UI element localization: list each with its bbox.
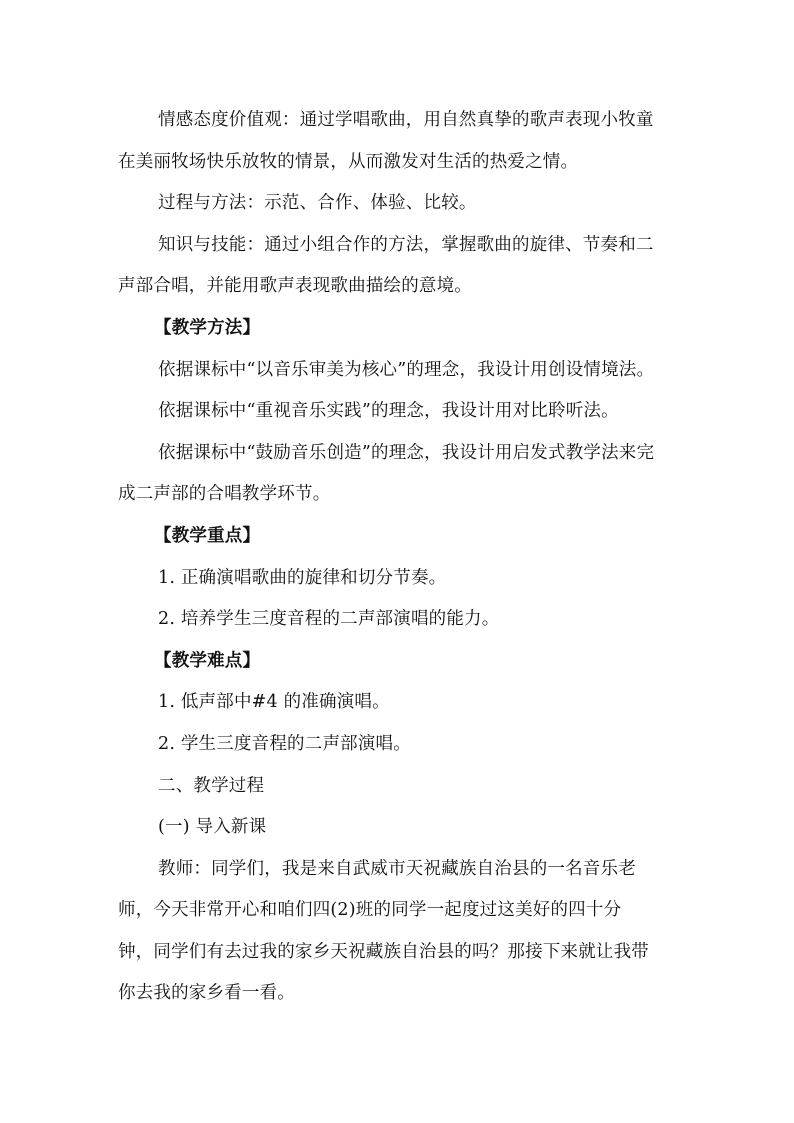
- paragraph-line: 知识与技能：通过小组合作的方法，掌握歌曲的旋律、节奏和二: [158, 234, 654, 255]
- paragraph-line: 依据课标中“重视音乐实践”的理念，我设计用对比聆听法。: [158, 401, 619, 422]
- paragraph-line: 依据课标中“鼓励音乐创造”的理念，我设计用启发式教学法来完: [158, 442, 655, 463]
- paragraph-line: 声部合唱，并能用歌声表现歌曲描绘的意境。: [118, 276, 472, 297]
- paragraph-line: 情感态度价值观：通过学唱歌曲，用自然真挚的歌声表现小牧童: [158, 110, 654, 130]
- paragraph-line: 师，今天非常开心和咱们四(2)班的同学一起度过这美好的四十分: [118, 900, 622, 921]
- paragraph-line: 成二声部的合唱教学环节。: [118, 484, 331, 505]
- paragraph-line: 在美丽牧场快乐放牧的情景，从而激发对生活的热爱之情。: [118, 151, 579, 172]
- paragraph-line: 依据课标中“以音乐审美为核心”的理念，我设计用创设情境法。: [158, 359, 655, 380]
- section-heading-key-points: 【教学重点】: [154, 525, 261, 546]
- paragraph-line: 你去我的家乡看一看。: [118, 983, 295, 1004]
- subsection-heading: (一) 导入新课: [158, 817, 267, 838]
- document-body: [118, 100, 678, 1015]
- list-item: 1. 低声部中#4 的准确演唱。: [158, 692, 390, 713]
- paragraph-line: 钟，同学们有去过我的家乡天祝藏族自治县的吗？那接下来就让我带: [118, 941, 649, 962]
- list-item: 2. 培养学生三度音程的二声部演唱的能力。: [158, 609, 500, 630]
- section-heading-difficulties: 【教学难点】: [154, 650, 261, 671]
- section-heading-teaching-method: 【教学方法】: [154, 317, 261, 338]
- list-item: 2. 学生三度音程的二声部演唱。: [158, 733, 411, 754]
- list-item: 1. 正确演唱歌曲的旋律和切分节奏。: [158, 567, 447, 588]
- paragraph-line: 教师：同学们，我是来自武威市天祝藏族自治县的一名音乐老: [158, 858, 636, 879]
- paragraph-line: 过程与方法：示范、合作、体验、比较。: [158, 193, 477, 214]
- section-heading-teaching-process: 二、教学过程: [158, 775, 265, 796]
